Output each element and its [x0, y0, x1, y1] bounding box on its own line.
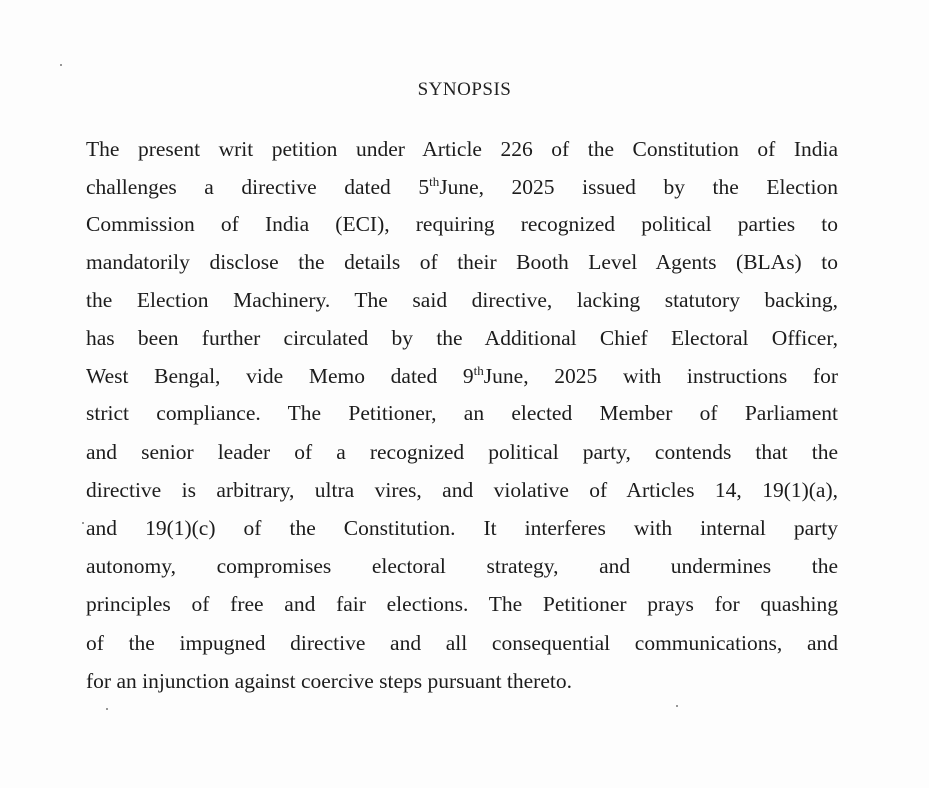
- paragraph-line-6: has been further circulated by the Additional Chief Electoral Officer,: [86, 326, 838, 350]
- paragraph-line-12: autonomy, compromises electoral strategy, and undermines the: [86, 554, 838, 578]
- scan-speck: [82, 522, 84, 524]
- paragraph-line-11: and 19(1)(c) of the Constitution. It interferes with internal party: [86, 516, 838, 540]
- paragraph-line-4: mandatorily disclose the details of their Booth Level Agents (BLAs) to: [86, 250, 838, 274]
- paragraph-line-15: for an injunction against coercive steps pursuant thereto.: [86, 669, 572, 693]
- paragraph-line-13: principles of free and fair elections. The Petitioner prays for quashing: [86, 592, 838, 616]
- line-7-end: June, 2025 with instructions for: [483, 364, 838, 388]
- paragraph-line-8: strict compliance. The Petitioner, an elected Member of Parliament: [86, 401, 838, 425]
- paragraph-line-10: directive is arbitrary, ultra vires, and violative of Articles 14, 19(1)(a),: [86, 478, 838, 502]
- synopsis-heading: SYNOPSIS: [417, 79, 512, 100]
- paragraph-line-7: [86, 363, 838, 389]
- line-2-end: June, 2025 issued by the Election: [439, 175, 838, 199]
- paragraph-line-1: The present writ petition under Article 226 of the Constitution of India: [86, 137, 838, 161]
- paragraph-line-9: and senior leader of a recognized political party, contends that the: [86, 440, 838, 464]
- scan-speck: [60, 64, 62, 66]
- ordinal-suffix: th: [429, 174, 440, 189]
- scan-speck: [676, 705, 678, 707]
- paragraph-line-3: Commission of India (ECI), requiring recognized political parties to: [86, 212, 838, 236]
- paragraph-line-2: [86, 174, 838, 200]
- ordinal-suffix: th: [473, 363, 484, 378]
- scan-speck: [106, 708, 108, 710]
- line-7-start: West Bengal, vide Memo dated 9: [86, 364, 474, 388]
- paragraph-line-14: of the impugned directive and all consequential communications, and: [86, 631, 838, 655]
- line-2-start: challenges a directive dated 5: [86, 175, 430, 199]
- paragraph-line-5: the Election Machinery. The said directive, lacking statutory backing,: [86, 288, 838, 312]
